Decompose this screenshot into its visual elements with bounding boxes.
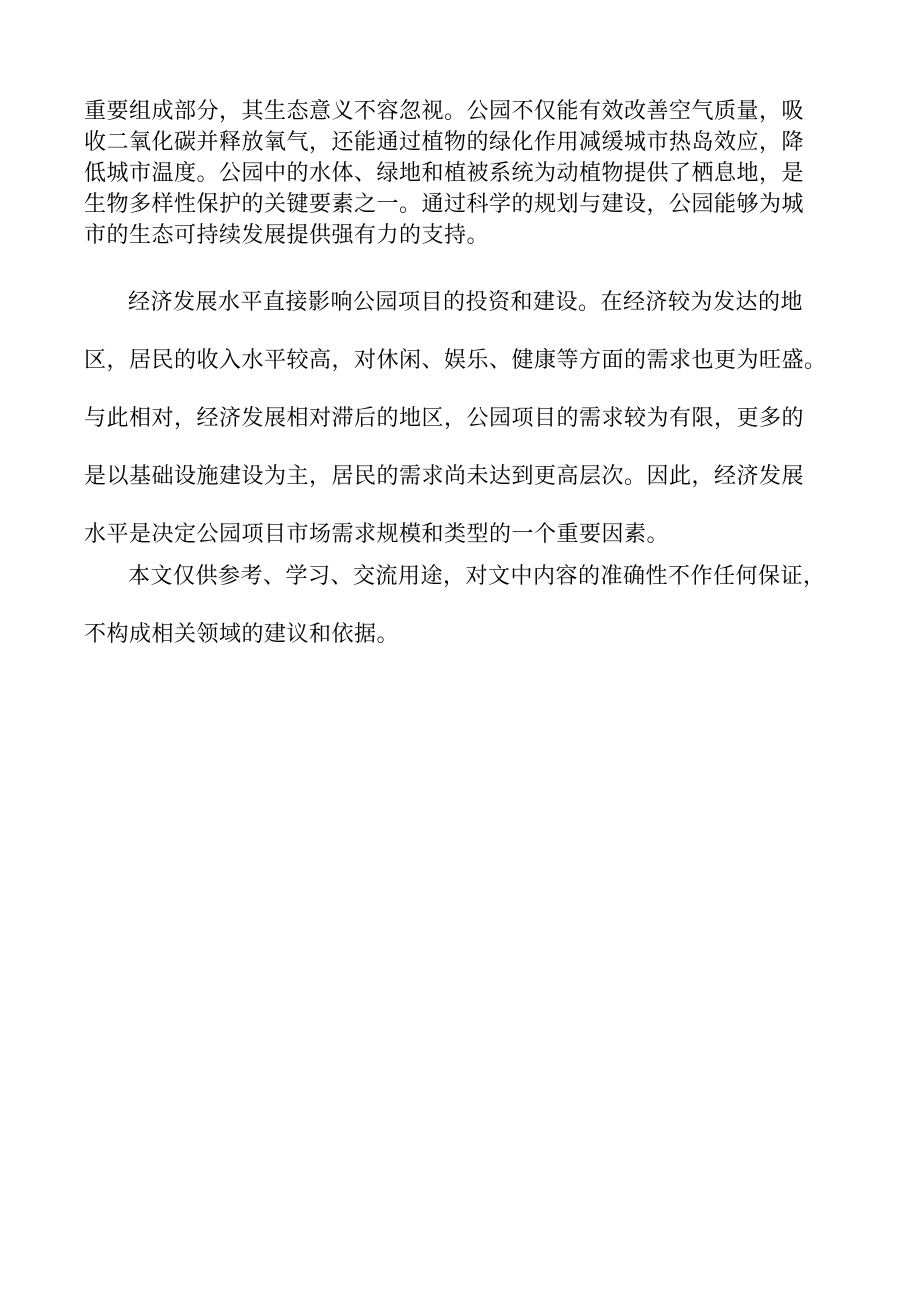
paragraph-disclaimer	[84, 548, 836, 664]
text-line: 区，居民的收入水平较高，对休闲、娱乐、健康等方面的需求也更为旺盛。	[84, 348, 827, 373]
text-line: 是以基础设施建设为主，居民的需求尚未达到更高层次。因此，经济发展	[84, 464, 805, 489]
paragraph-ecology	[84, 96, 836, 251]
text-line: 与此相对，经济发展相对滞后的地区，公园项目的需求较为有限，更多的	[84, 406, 805, 431]
text-line: 本文仅供参考、学习、交流用途，对文中内容的准确性不作任何保证，	[128, 564, 826, 589]
text-line: 重要组成部分，其生态意义不容忽视。公园不仅能有效改善空气质量，吸	[84, 99, 805, 124]
text-line: 生物多样性保护的关键要素之一。通过科学的规划与建设，公园能够为城	[84, 192, 805, 217]
text-line: 水平是决定公园项目市场需求规模和类型的一个重要因素。	[84, 522, 670, 547]
paragraph-economy	[84, 274, 836, 564]
text-line: 市的生态可持续发展提供强有力的支持。	[84, 223, 490, 248]
text-line: 收二氧化碳并释放氧气，还能通过植物的绿化作用减缓城市热岛效应，降	[84, 130, 805, 155]
text-line: 低城市温度。公园中的水体、绿地和植被系统为动植物提供了栖息地，是	[84, 161, 805, 186]
text-line: 经济发展水平直接影响公园项目的投资和建设。在经济较为发达的地	[128, 290, 804, 315]
text-line: 不构成相关领域的建议和依据。	[84, 622, 400, 647]
